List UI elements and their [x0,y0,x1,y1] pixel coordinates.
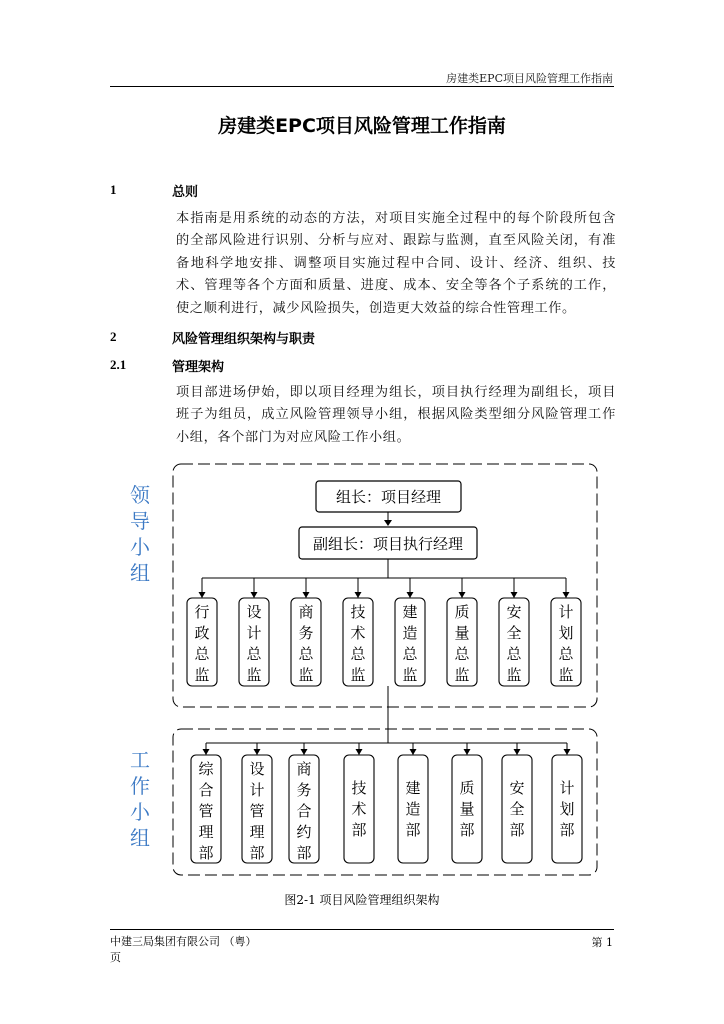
work-group-label [130,748,151,850]
department-label-char: 部 [249,844,265,862]
director-label-char: 监 [298,666,314,684]
department-label-char: 划 [559,800,575,818]
director-arrow [303,592,310,598]
department-arrow [203,749,210,755]
work-group-label-char-1: 工 [130,748,150,772]
department-label-char: 计 [559,779,575,797]
director-label-char: 监 [558,666,574,684]
director-label-char: 设 [246,603,262,621]
director-label-char: 监 [194,666,210,684]
department-label-char: 部 [405,821,421,839]
director-arrow [459,592,466,598]
department-label-char: 造 [405,800,421,818]
director-label-char: 政 [194,624,210,642]
director-arrow [251,592,258,598]
section-2-number: 2 [110,329,117,344]
department-label-char: 理 [198,823,214,841]
department-label-char: 部 [351,821,367,839]
footer-rule [110,929,614,930]
footer-page-word: 页 [110,951,121,964]
leader-label: 组长：项目经理 [335,488,442,506]
department-arrow [254,749,261,755]
department-arrow [356,749,363,755]
director-label-char: 监 [246,666,262,684]
work-group-label-char-4: 组 [130,826,150,850]
director-label-char: 计 [246,624,262,642]
department-label-char: 建 [405,779,421,797]
department-arrow [301,749,308,755]
department-label-char: 部 [296,844,312,862]
director-label-char: 监 [402,666,418,684]
director-label-char: 行 [194,603,210,621]
department-label-char: 管 [249,802,265,820]
director-label-char: 总 [506,645,522,663]
document-title: 房建类EPC项目风险管理工作指南 [218,115,506,137]
running-header: 房建类EPC项目风险管理工作指南 [446,72,613,85]
director-label-char: 技 [350,603,366,621]
section-1-number: 1 [110,182,117,197]
department-label-char: 技 [351,779,367,797]
deputy-label: 副组长：项目执行经理 [312,535,464,553]
director-arrow [407,592,414,598]
director-arrow [563,592,570,598]
director-label-char: 质 [454,603,470,621]
section-2-title: 风险管理组织架构与职责 [172,332,316,347]
department-arrow [410,749,417,755]
leader-deputy-arrow [384,520,392,526]
director-label-char: 总 [558,645,574,663]
director-label-char: 总 [402,645,418,663]
section-2-1-paragraph: 项目部进场伊始，即以项目经理为组长，项目执行经理为副组长，项目班子为组员，成立风险管理领导小组，根据风险类型细分风险管理工作小组，各个部门为对应风险工作小组。 [176,385,616,445]
director-label-char: 建 [402,603,418,621]
director-label-char: 务 [298,624,314,642]
director-label-char: 划 [558,624,574,642]
department-label-char: 全 [509,800,525,818]
director-label-char: 总 [298,645,314,663]
department-label-char: 设 [249,760,265,778]
department-label-char: 合 [198,781,214,799]
org-chart-branches [187,559,582,863]
work-group-label-char-3: 小 [130,800,150,824]
work-group-label-char-2: 作 [130,774,150,798]
director-arrow [355,592,362,598]
director-label-char: 监 [454,666,470,684]
director-label-char: 总 [350,645,366,663]
department-label-char: 安 [509,779,525,797]
department-label-char: 合 [296,802,312,820]
department-label-char: 部 [459,821,475,839]
department-label-char: 质 [459,779,475,797]
lead-group-label-char-2: 导 [130,509,150,533]
lead-group-label [130,483,151,585]
director-label-char: 商 [298,603,314,621]
department-label-char: 量 [459,800,475,818]
lead-group-label-char-3: 小 [130,535,150,559]
director-arrow [199,592,206,598]
director-label-char: 监 [350,666,366,684]
footer-page-number: 第 1 [591,936,613,949]
department-arrow [464,749,471,755]
department-label-char: 理 [249,823,265,841]
work-group-frame [173,729,597,875]
lead-group-label-char-4: 组 [130,561,150,585]
department-label-char: 部 [559,821,575,839]
section-2-1-number: 2.1 [110,357,127,372]
director-label-char: 安 [506,603,522,621]
department-label-char: 计 [249,781,265,799]
figure-caption: 图2-1 项目风险管理组织架构 [284,893,440,907]
department-label-char: 部 [198,844,214,862]
department-label-char: 术 [351,800,367,818]
director-label-char: 总 [454,645,470,663]
director-label-char: 量 [454,624,470,642]
footer-company-name: 中建三局集团有限公司 （粤） [110,935,257,948]
director-label-char: 术 [350,624,366,642]
department-arrow [514,749,521,755]
lead-group-label-char-1: 领 [130,483,150,507]
director-label-char: 总 [194,645,210,663]
department-label-char: 部 [509,821,525,839]
department-label-char: 管 [198,802,214,820]
director-label-char: 计 [558,603,574,621]
department-label-char: 商 [296,760,312,778]
department-arrow [564,749,571,755]
director-label-char: 总 [246,645,262,663]
section-2-1-title: 管理架构 [172,360,225,375]
director-arrow [511,592,518,598]
department-label-char: 务 [296,781,312,799]
director-label-char: 监 [506,666,522,684]
department-label-char: 约 [296,823,312,841]
section-1-title: 总则 [172,185,199,200]
department-label-char: 综 [198,760,214,778]
director-label-char: 造 [402,624,418,642]
footer-company [110,934,300,966]
director-label-char: 全 [506,624,522,642]
section-1-paragraph: 本指南是用系统的动态的方法，对项目实施全过程中的每个阶段所包含的全部风险进行识别、分析与应对、跟踪与监测，直至风险关闭，有准备地科学地安排、调整项目实施过程中合同、设计、经济、组织、技术、管理等各个方面和质量、进度、成本、安全等各个子系统的工作，使之顺利进行，减少风险损失，创造更大效益的综合性管理工作。 [176,211,616,316]
